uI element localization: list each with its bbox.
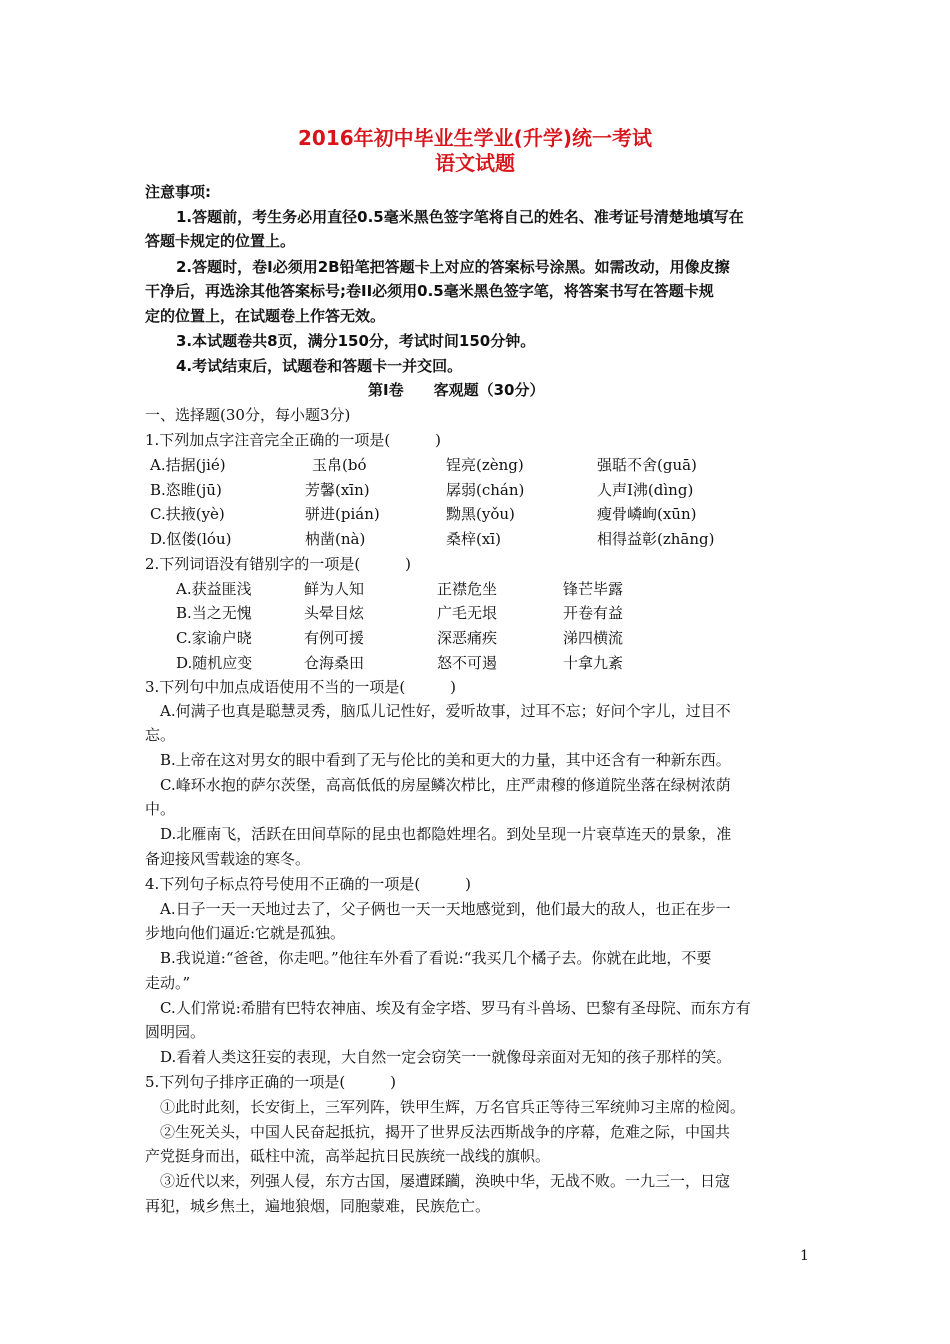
section-title: 第I卷 客观题（30分）: [368, 381, 545, 399]
notice-heading: 注意事项:: [145, 183, 211, 201]
q1-option: 瘦骨嶙峋(xūn): [597, 505, 697, 523]
q1-option: 芳馨(xīn): [305, 481, 370, 499]
q5-stem: 5.下列句子排序正确的一项是( ): [145, 1073, 397, 1091]
notice-line-5: 定的位置上，在试题卷上作答无效。: [145, 307, 386, 325]
q3-option-a-cont: 忘。: [145, 726, 176, 744]
q5-sentence-1: ①此时此刻，长安街上，三军列阵，铁甲生辉，万名官兵正等待三军统帅习主席的检阅。: [160, 1098, 746, 1116]
q1-option: 玉帛(bó: [312, 456, 367, 474]
q4-option-a-cont: 步地向他们逼近:它就是孤独。: [145, 924, 346, 942]
q1-option: B.恣睢(jū): [150, 481, 222, 499]
q3-option-d-cont: 备迎接风雪载途的寒冬。: [145, 850, 311, 868]
notice-line-1: 1.答题前，考生务必用直径0.5毫米黑色签字笔将自己的姓名、准考证号清楚地填写在: [176, 208, 744, 226]
q3-option-c: C.峰环水抱的萨尔茨堡，高高低低的房屋鳞次栉比，庄严肃穆的修道院坐落在绿树浓荫: [160, 776, 731, 794]
q1-option: 人声Ⅰ沸(dìng): [597, 481, 694, 499]
q2-option: A.获益匪浅: [176, 580, 252, 598]
part-heading: 一、选择题(30分，每小题3分): [145, 406, 351, 424]
q5-sentence-3-cont: 再犯，城乡焦土，遍地狼烟，同胞蒙难，民族危亡。: [145, 1197, 491, 1215]
q4-option-d: D.看着人类这狂妄的表现，大自然一定会窃笑一一就像母亲面对无知的孩子那样的笑。: [160, 1048, 732, 1066]
notice-line-7: 4.考试结束后，试题卷和答题卡一并交回。: [176, 357, 463, 375]
q1-option: 枘凿(nà): [305, 530, 366, 548]
q2-option: 锋芒毕露: [563, 580, 624, 598]
q1-option: 孱弱(chán): [446, 481, 525, 499]
q2-option: 怒不可遏: [437, 654, 498, 672]
q4-option-c-cont: 圆明园。: [145, 1023, 206, 1041]
q1-option: 相得益彰(zhāng): [597, 530, 715, 548]
q1-option: C.扶掖(yè): [150, 505, 225, 523]
q4-option-c: C.人们常说:希腊有巴特农神庙、埃及有金字塔、罗马有斗兽场、巴黎有圣母院、而东方有: [160, 999, 751, 1017]
q5-sentence-2-cont: 产党挺身而出，砥柱中流，高举起抗日民族统一战线的旗帜。: [145, 1147, 551, 1165]
notice-line-3: 2.答题时，卷I必须用2B铅笔把答题卡上对应的答案标号涂黑。如需改动，用像皮擦: [176, 258, 730, 276]
q3-option-b: B.上帝在这对男女的眼中看到了无与伦比的美和更大的力量，其中还含有一种新东西。: [160, 751, 731, 769]
q1-option: 黝黑(yǒu): [446, 505, 515, 523]
q2-option: 有例可援: [304, 629, 365, 647]
q2-option: 仓海桑田: [304, 654, 365, 672]
q1-option: 强聒不舍(guā): [597, 456, 697, 474]
q2-option: 广毛无垠: [437, 604, 498, 622]
exam-subtitle: 语文试题: [435, 151, 515, 175]
q3-option-d: D.北雁南飞，活跃在田间草际的昆虫也都隐姓埋名。到处呈现一片衰草连天的景象，准: [160, 825, 732, 843]
q4-stem: 4.下列句子标点符号使用不正确的一项是( ): [145, 875, 472, 893]
q4-option-b: B.我说道:“爸爸，你走吧。”他往车外看了看说:“我买几个橘子去。你就在此地，不要: [160, 949, 712, 967]
q1-option: A.拮据(jié): [150, 456, 226, 474]
q2-option: 开卷有益: [563, 604, 624, 622]
q4-option-b-cont: 走动。”: [145, 974, 191, 992]
q2-option: D.随机应变: [176, 654, 253, 672]
q2-option: C.家谕户晓: [176, 629, 252, 647]
q2-option: 深恶痛疾: [437, 629, 498, 647]
q3-option-a: A.何满子也真是聪慧灵秀，脑瓜儿记性好，爱听故事，过耳不忘；好问个字儿，过目不: [160, 702, 731, 720]
q2-option: 涕四横流: [563, 629, 624, 647]
q1-stem: 1.下列加点字注音完全正确的一项是( ): [145, 431, 442, 449]
notice-line-4: 干净后，再选涂其他答案标号;卷II必须用0.5毫米黑色签字笔，将答案书写在答题卡规: [145, 282, 714, 300]
q2-option: 头晕目炫: [304, 604, 365, 622]
page-number: 1: [800, 1248, 809, 1264]
q1-option: 骈进(pián): [305, 505, 380, 523]
q2-option: 鲜为人知: [304, 580, 365, 598]
q1-option: 锃亮(zèng): [446, 456, 524, 474]
q5-sentence-2: ②生死关头，中国人民奋起抵抗，揭开了世界反法西斯战争的序幕，危难之际，中国共: [160, 1123, 731, 1141]
q1-option: D.伛偻(lóu): [150, 530, 232, 548]
q4-option-a: A.日子一天一天地过去了，父子俩也一天一天地感觉到，他们最大的敌人，也正在步一: [160, 900, 731, 918]
exam-title: 2016年初中毕业生学业(升学)统一考试: [298, 126, 652, 150]
notice-line-6: 3.本试题卷共8页，满分150分，考试时间150分钟。: [176, 332, 536, 350]
q2-stem: 2.下列词语没有错别字的一项是( ): [145, 555, 412, 573]
q3-stem: 3.下列句中加点成语使用不当的一项是( ): [145, 678, 457, 696]
q2-option: B.当之无愧: [176, 604, 252, 622]
q2-option: 十拿九紊: [563, 654, 624, 672]
notice-line-2: 答题卡规定的位置上。: [145, 232, 296, 250]
q5-sentence-3: ③近代以来，列强人侵，东方古国，屡遭蹂躏，涣映中华，无战不败。一九三一，日寇: [160, 1172, 731, 1190]
q3-option-c-cont: 中。: [145, 800, 176, 818]
q1-option: 桑梓(xī): [446, 530, 501, 548]
q2-option: 正襟危坐: [437, 580, 498, 598]
